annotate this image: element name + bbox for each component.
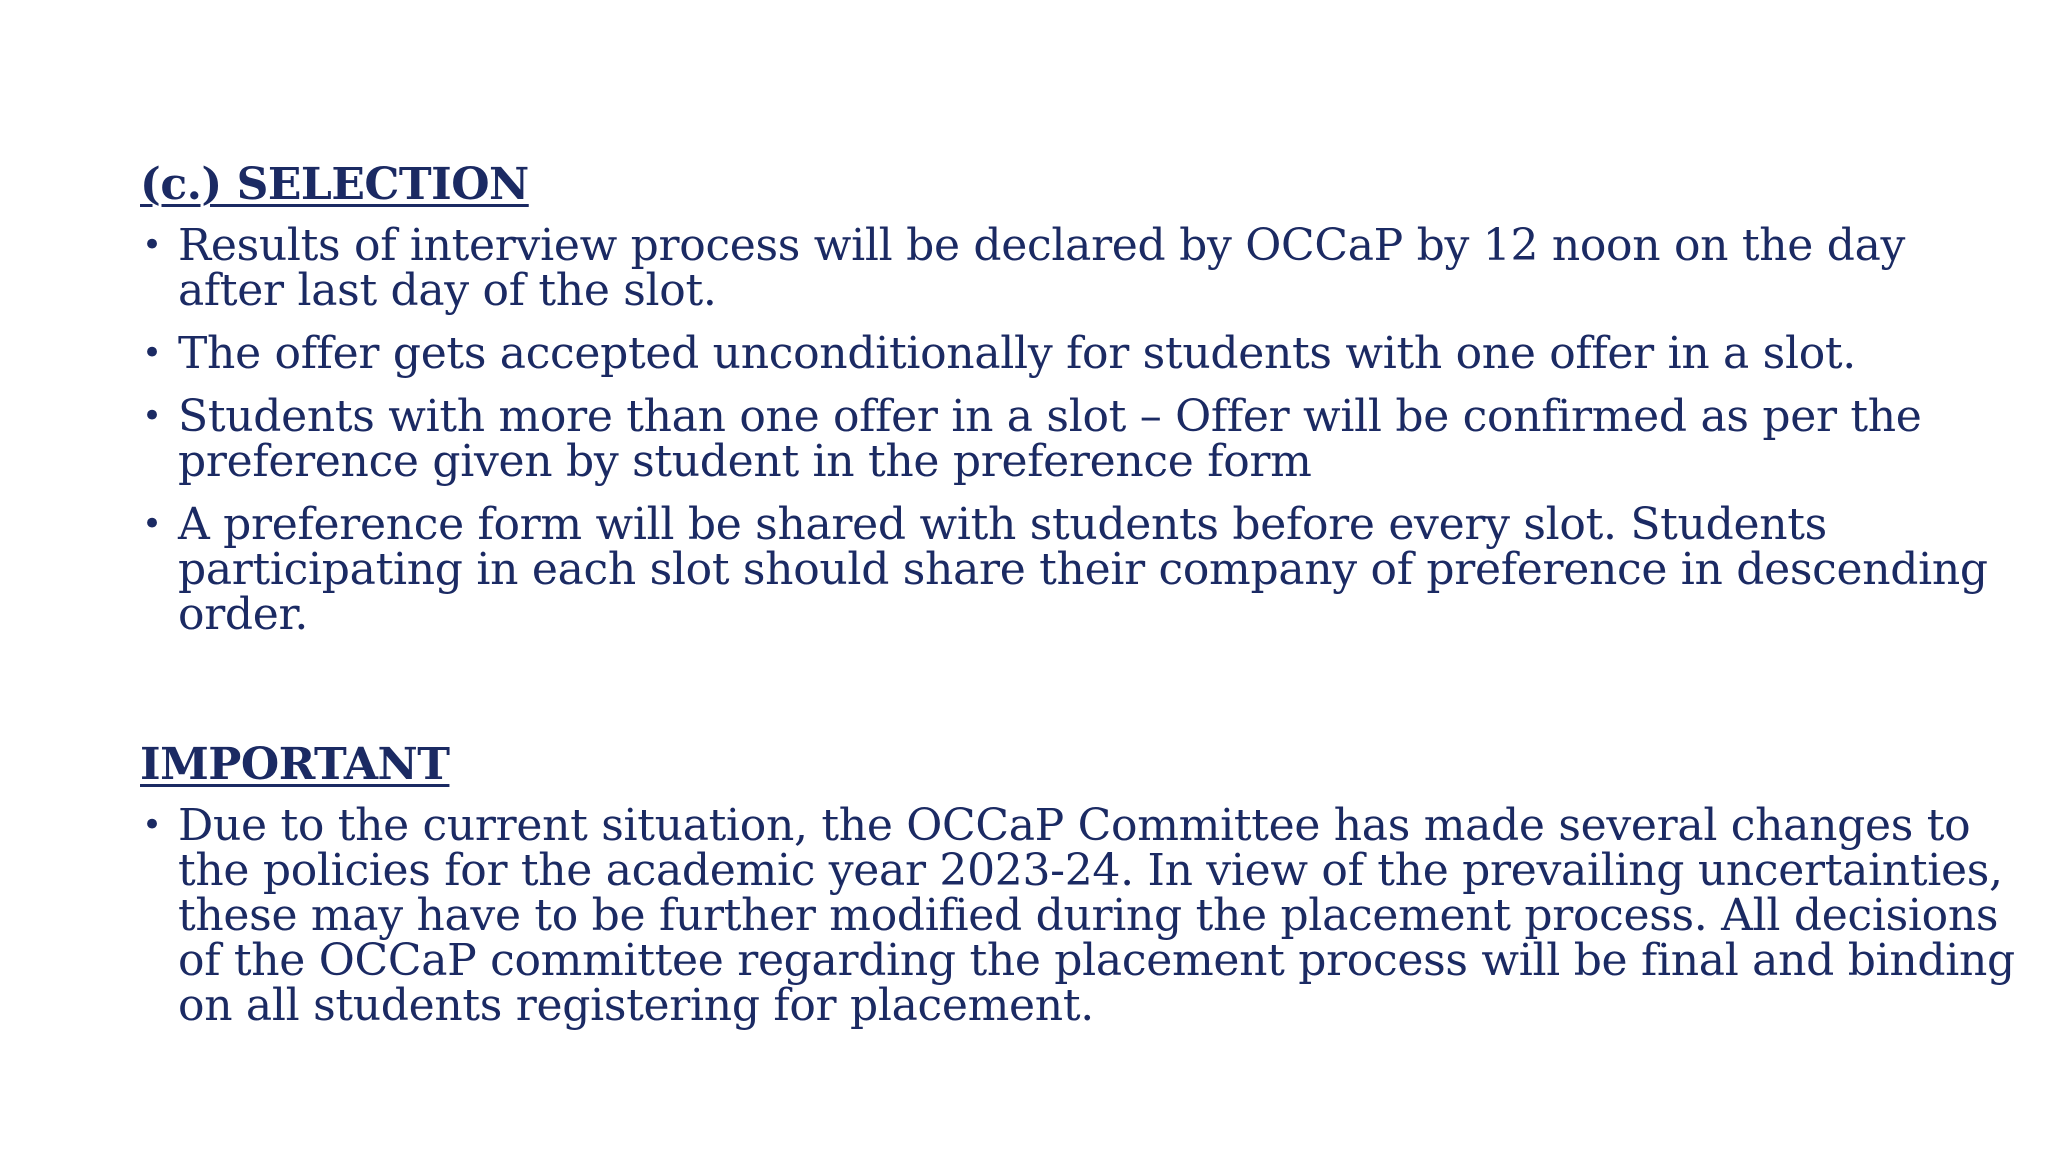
list-item: [140, 498, 2020, 640]
bullet-text: A preference form will be shared with students before every slot. Students participating in each slot should share their company of preference in descending order.: [178, 498, 1988, 640]
bullet-dot: •: [142, 224, 162, 265]
bullet-text: Students with more than one offer in a slot – Offer will be confirmed as per the preference given by student in the preference form: [178, 390, 1922, 487]
selection-heading: (c.) SELECTION: [140, 159, 529, 210]
important-heading: IMPORTANT: [140, 739, 450, 790]
important-section: [140, 740, 2020, 1046]
selection-section: [140, 160, 2020, 655]
list-item: [140, 390, 2020, 487]
bullet-dot: •: [142, 503, 162, 544]
list-item: [140, 799, 2020, 1031]
list-item: [140, 327, 2020, 379]
list-item: [140, 219, 2020, 316]
bullet-text: Due to the current situation, the OCCaP Committee has made several changes to the policies for the academic year 2023-24. In view of the prevailing uncertainties, these may have to be further modified during the placement process. All decisions of the OCCaP committee regarding the placement process will be final and binding on all students registering for placement.: [178, 799, 2015, 1031]
bullet-text: The offer gets accepted unconditionally for students with one offer in a slot.: [178, 327, 1856, 379]
bullet-dot: •: [142, 804, 162, 845]
important-bullet-list: [140, 799, 2020, 1031]
bullet-dot: •: [142, 332, 162, 373]
bullet-text: Results of interview process will be declared by OCCaP by 12 noon on the day after last day of the slot.: [178, 219, 1906, 316]
bullet-dot: •: [142, 395, 162, 436]
selection-bullet-list: [140, 219, 2020, 640]
